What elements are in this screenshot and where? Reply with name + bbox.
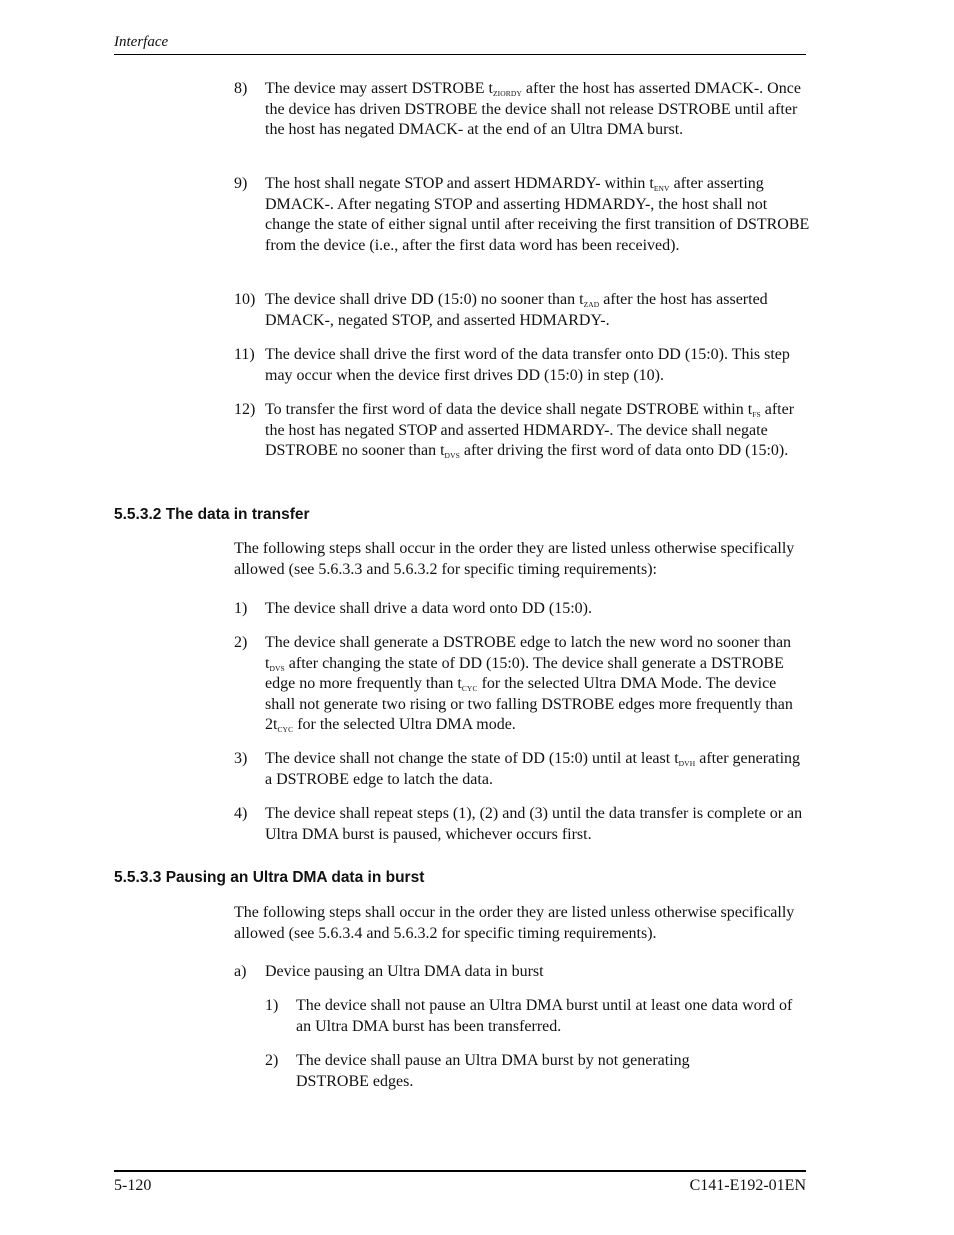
list-number: 2)	[234, 634, 248, 651]
running-header: Interface	[114, 34, 169, 50]
list-text: The device shall not change the state of DD (15:0) until at least $t_{DVH}$ after generating a DSTROBE edge to latch the data.	[265, 750, 801, 788]
list-text: The device shall drive a data word onto DD (15:0).	[265, 600, 593, 617]
section-intro: The following steps shall occur in the order they are listed unless otherwise specifically allowed (see 5.6.3.3 and 5.6.3.2 for specific timing requirements):	[234, 540, 795, 578]
list-number: 4)	[234, 805, 248, 822]
list-text: The device shall drive the first word of the data transfer onto DD (15:0). This step may occur when the device first drives DD (15:0) in step (10).	[265, 346, 790, 384]
list-number: 2)	[265, 1052, 279, 1069]
section-heading: 5.5.3.2 The data in transfer	[114, 506, 310, 523]
list-number: 8)	[234, 80, 248, 97]
list-number: 1)	[265, 997, 279, 1014]
list-number: 10)	[234, 291, 256, 308]
list-text: The device shall repeat steps (1), (2) and (3) until the data transfer is complete or an Ultra DMA burst is paused, whichever occurs first.	[265, 805, 803, 843]
list-text: Device pausing an Ultra DMA data in burst	[265, 963, 544, 980]
footer-rule	[114, 1170, 806, 1172]
list-number: 11)	[234, 346, 255, 363]
section-heading: 5.5.3.3 Pausing an Ultra DMA data in burst	[114, 869, 425, 886]
list-text: The device shall pause an Ultra DMA burst by not generating DSTROBE edges.	[296, 1052, 690, 1090]
header-rule	[114, 54, 806, 55]
list-number: 9)	[234, 175, 248, 192]
document-code: C141-E192-01EN	[689, 1177, 806, 1194]
list-text: The device shall generate a DSTROBE edge to latch the new word no sooner than $t_{DVS}$ after changing the state of DD (15:0). The device shall generate a DSTROBE edge no more frequently than $t_{CYC}$ for the selected Ultra DMA Mode. The device shall not generate two rising or two falling DSTROBE edges more frequently than $2t_{CYC}$ for the selected Ultra DMA mode.	[265, 634, 793, 735]
section-intro: The following steps shall occur in the order they are listed unless otherwise specifically allowed (see 5.6.3.4 and 5.6.3.2 for specific timing requirements).	[234, 904, 795, 942]
list-text: The device shall not pause an Ultra DMA burst until at least one data word of an Ultra DMA burst has been transferred.	[296, 997, 793, 1035]
list-number: 12)	[234, 401, 256, 418]
list-number: a)	[234, 963, 247, 980]
list-text: The device may assert DSTROBE $t_{ZIORDY}$ after the host has asserted DMACK-. Once the device has driven DSTROBE the device shall not release DSTROBE until after the host has negated DMACK- at the end of an Ultra DMA burst.	[265, 80, 801, 139]
list-number: 3)	[234, 750, 248, 767]
list-text: The device shall drive DD (15:0) no sooner than $t_{ZAD}$ after the host has asserted DMACK-, negated STOP, and asserted HDMARDY-.	[265, 291, 768, 329]
list-text: The host shall negate STOP and assert HDMARDY- within $t_{ENV}$ after asserting DMACK-. After negating STOP and asserting HDMARDY-, the host shall not change the state of either signal until after receiving the first transition of DSTROBE from the device (i.e., after the first data word has been received).	[265, 175, 810, 254]
page-number: 5-120	[114, 1177, 152, 1194]
list-number: 1)	[234, 600, 248, 617]
list-text: To transfer the first word of data the device shall negate DSTROBE within $t_{FS}$ after the host has negated STOP and asserted HDMARDY-. The device shall negate DSTROBE no sooner than $t_{DVS}$ after driving the first word of data onto DD (15:0).	[265, 401, 795, 461]
